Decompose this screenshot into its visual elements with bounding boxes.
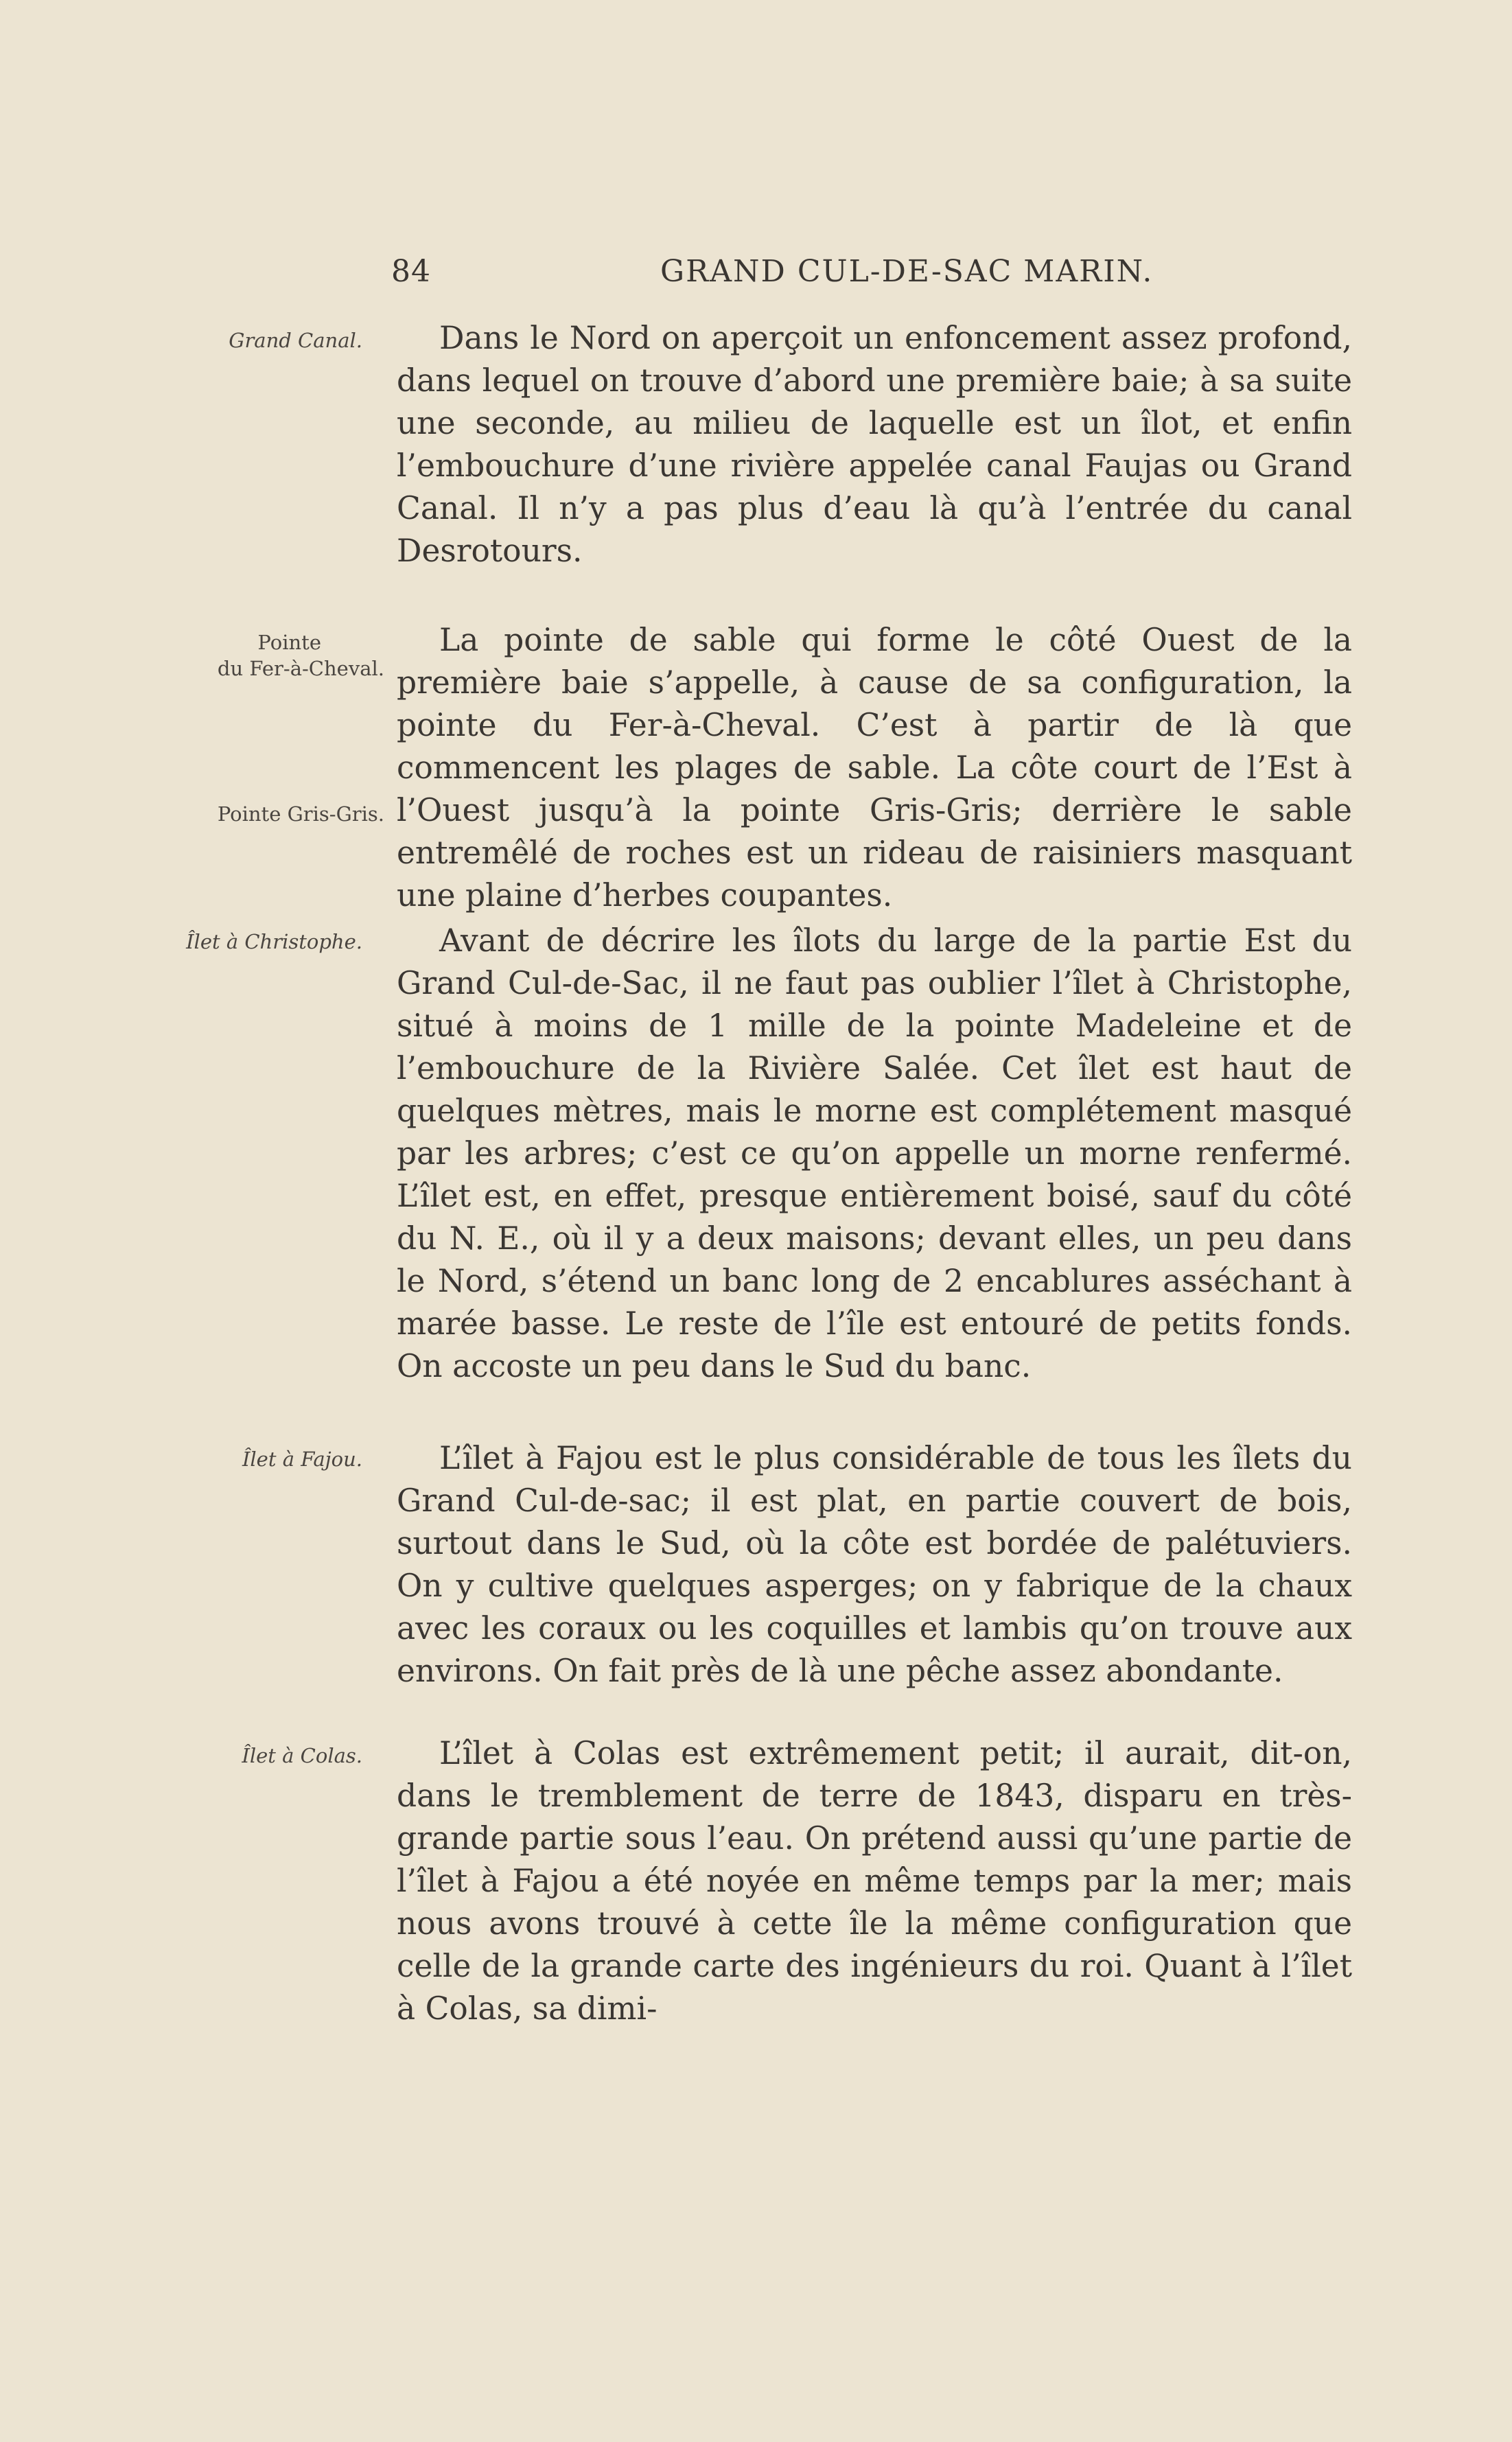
running-title: GRAND CUL-DE-SAC MARIN. — [660, 254, 1154, 289]
margin-note: Pointe Gris-Gris. — [217, 802, 384, 826]
paragraph-text: Dans le Nord on aperçoit un enfoncement assez profond, dans lequel on trouve d’abord une première baie; à sa suite une seconde, au milieu de laquelle est un îlot, et enfin l’embouchure d’une rivière appelée canal Faujas ou Grand Canal. Il n’y a pas plus d’eau là qu’à l’entrée du canal Desrotours. — [397, 320, 1352, 569]
margin-note: Îlet à Fajou. — [242, 1447, 362, 1471]
paragraph — [397, 1437, 1352, 1693]
paragraph-text: L’îlet à Colas est extrêmement petit; il aurait, dit-on, dans le tremblement de terre de 1843, disparu en très-grande partie sous l’eau. On prétend aussi qu’une partie de l’îlet à Fajou a été noyée en même temps par la mer; mais nous avons trouvé à cette île la même configuration que celle de la grande carte des ingénieurs du roi. Quant à l’îlet à Colas, sa dimi- — [397, 1735, 1352, 2027]
paragraph-text: L’îlet à Fajou est le plus considérable de tous les îlets du Grand Cul-de-sac; il est plat, en partie couvert de bois, surtout dans le Sud, où la côte est bordée de palétuviers. On y cultive quelques asperges; on y fabrique de la chaux avec les coraux ou les coquilles et lambis qu’on trouve aux environs. On fait près de là une pêche assez abondante. — [397, 1440, 1352, 1689]
margin-note: Grand Canal. — [229, 329, 362, 352]
paragraph-text: La pointe de sable qui forme le côté Ouest de la première baie s’appelle, à cause de sa configuration, la pointe du Fer-à-Cheval. C’est à partir de là que commencent les plages de sable. La côte court de l’Est à l’Ouest jusqu’à la pointe Gris-Gris; derrière le sable entremêlé de roches est un rideau de raisiniers masquant une plaine d’herbes coupantes. — [397, 622, 1352, 914]
margin-note: Pointe — [257, 631, 321, 654]
paragraph — [397, 1732, 1352, 2030]
margin-note: Îlet à Colas. — [242, 1744, 362, 1767]
paragraph — [397, 317, 1352, 572]
paragraph — [397, 619, 1352, 917]
paragraph-text: Avant de décrire les îlots du large de la partie Est du Grand Cul-de-Sac, il ne faut pas oublier l’îlet à Christophe, situé à moins de 1 mille de la pointe Madeleine et de l’embouchure de la Rivière Salée. Cet îlet est haut de quelques mètres, mais le morne est complétement masqué par les arbres; c’est ce qu’on appelle un morne renfermé. L’îlet est, en effet, presque entièrement boisé, sauf du côté du N. E., où il y a deux maisons; devant elles, un peu dans le Nord, s’étend un banc long de 2 encablures asséchant à marée basse. Le reste de l’île est entouré de petits fonds. On accoste un peu dans le Sud du banc. — [397, 922, 1352, 1384]
paragraph — [397, 920, 1352, 1388]
margin-note: Îlet à Christophe. — [186, 930, 362, 953]
page-number: 84 — [391, 254, 431, 289]
margin-note: du Fer-à-Cheval. — [217, 657, 384, 680]
page-header — [0, 254, 1512, 302]
